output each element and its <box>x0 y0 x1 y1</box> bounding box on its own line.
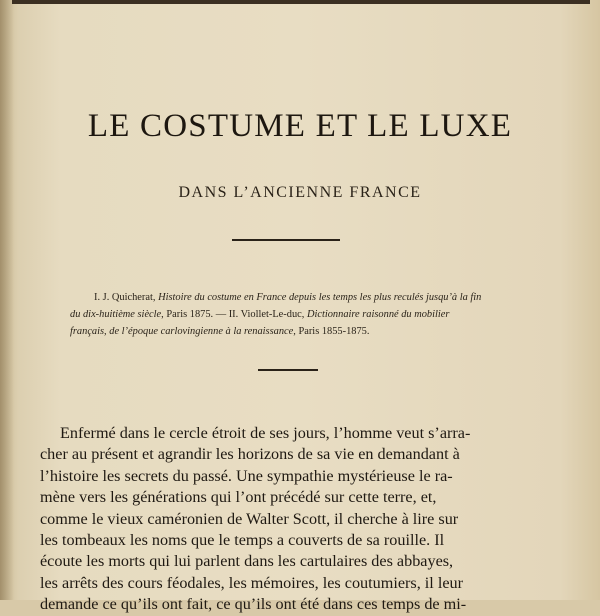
top-rule <box>12 0 590 4</box>
footnote-title-italic: français, de l’époque carlovingienne à la renaissance <box>70 326 294 337</box>
footnote-title-italic: du dix-huitième siècle <box>70 309 162 320</box>
divider-rule <box>258 369 318 371</box>
footnote-title-italic: Dictionnaire raisonné du mobilier <box>306 309 450 320</box>
binding-shadow <box>0 0 14 600</box>
footnote-text: , Paris 1855-1875. <box>293 326 370 337</box>
footnote-line <box>70 323 538 340</box>
body-line: demande ce qu’ils ont fait, ce qu’ils ont été dans ces temps de mi- <box>40 595 467 614</box>
footnote-line <box>70 306 538 323</box>
footnote-text: , Paris 1875. — II. Viollet-Le-duc, <box>161 309 307 320</box>
body-line: les arrêts des cours féodales, les mémoires, les coutumiers, il leur <box>40 573 463 592</box>
body-line: Enfermé dans le cercle étroit de ses jours, l’homme veut s’arra- <box>60 424 471 442</box>
body-line: l’histoire les secrets du passé. Une sympathie mystérieuse le ra- <box>40 466 453 485</box>
divider-rule <box>232 239 340 241</box>
footnote-line <box>70 289 538 306</box>
article-title: LE COSTUME ET LE LUXE <box>87 108 513 144</box>
body-line: comme le vieux caméronien de Walter Scott, il cherche à lire sur <box>40 509 459 528</box>
body-paragraph <box>40 423 568 616</box>
footnote-title-italic: Histoire du costume en France depuis les temps les plus reculés jusqu’à la fin <box>158 292 482 303</box>
body-line: écoute les morts qui lui parlent dans les cartulaires des abbayes, <box>40 552 454 571</box>
body-line: les tombeaux les noms que le temps a couverts de sa rouille. Il <box>40 531 445 550</box>
body-line: cher au présent et agrandir les horizons de sa vie en demandant à <box>40 445 460 464</box>
footnote-text: I. J. Quicherat, <box>94 292 159 303</box>
bibliographic-footnote <box>70 289 538 340</box>
article-subtitle: DANS L’ANCIENNE FRANCE <box>178 184 422 201</box>
body-line: mène vers les générations qui l’ont précédé sur cette terre, et, <box>40 488 437 507</box>
